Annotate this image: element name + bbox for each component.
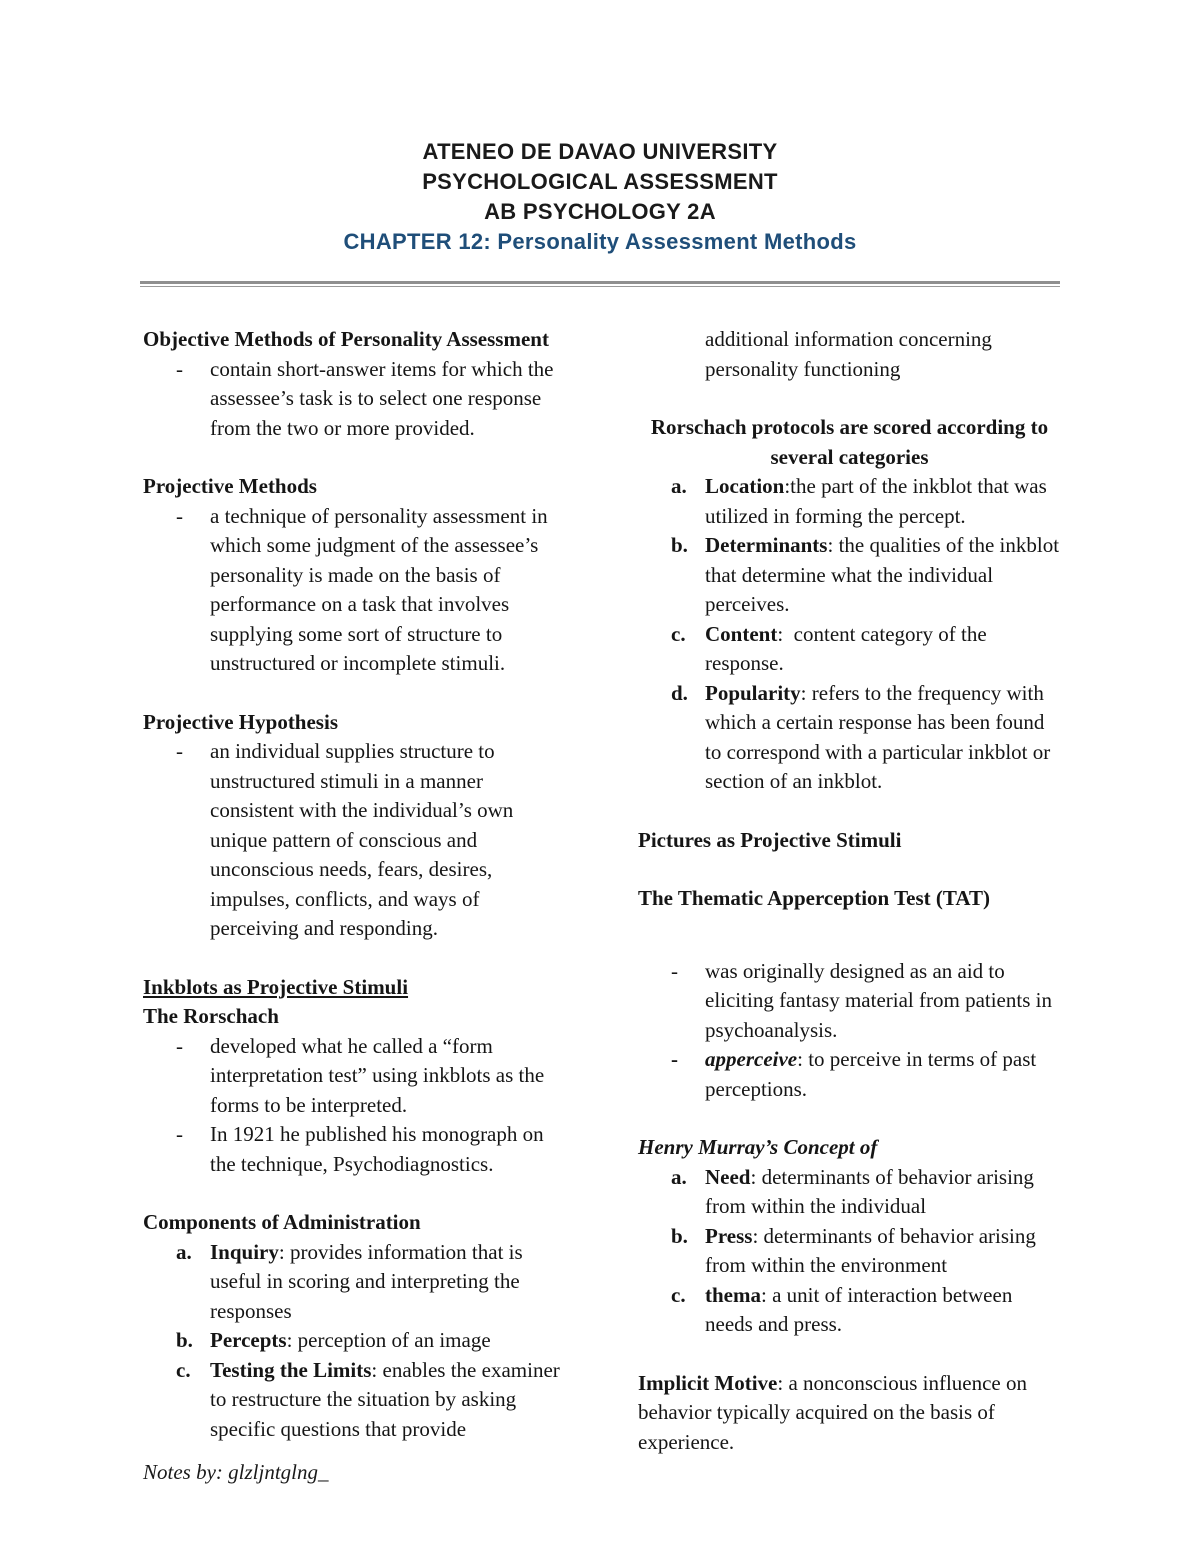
list-item-text [210, 1240, 528, 1323]
bullet-dash: - [176, 739, 183, 763]
item-desc: : to perceive in terms of past perceptions. [705, 1047, 1042, 1101]
bullet-dash: - [671, 958, 678, 983]
item-desc: : content category of the response. [705, 621, 992, 675]
list-item-text: In 1921 he published his monograph on the technique, Psychodiagnostics. [210, 1122, 549, 1176]
item-desc: : determinants of behavior arising from within the individual [705, 1164, 1040, 1218]
lettered-item [638, 1222, 1061, 1281]
item-term: Determinants [705, 533, 828, 557]
section-pictures-stimuli [638, 826, 1061, 856]
section-objective-methods [143, 325, 566, 443]
list-item-text [705, 1224, 1041, 1278]
lettered-item [638, 620, 1061, 679]
item-desc: : refers to the frequency with which a certain response has been found to correspond with a particular inkblot or section of an inkblot. [705, 680, 1056, 793]
implicit-motive-paragraph [638, 1369, 1061, 1458]
lettered-item [143, 1356, 566, 1445]
bullet-dash: - [176, 1033, 183, 1058]
item-desc: : the qualities of the inkblot that determine what the individual perceives. [705, 533, 1065, 616]
item-term: Location [705, 474, 785, 498]
section-rorschach-scoring [638, 413, 1065, 797]
item-letter: b. [671, 1223, 688, 1248]
item-desc: : provides information that is useful in scoring and interpreting the responses [210, 1239, 528, 1323]
list-item [638, 957, 1061, 1046]
section-henry-murray [638, 1133, 1061, 1340]
item-desc: : determinants of behavior arising from within the environment [705, 1223, 1042, 1277]
list-item [143, 355, 566, 444]
item-desc: : perception of an image [286, 1328, 491, 1352]
list-item-text [705, 474, 1052, 528]
item-desc: : a nonconscious influence on behavior typically acquired on the basis of experience. [638, 1370, 1033, 1454]
document-header [0, 137, 1200, 257]
item-letter: c. [671, 1282, 686, 1307]
item-letter: b. [671, 533, 688, 557]
list-item-text [705, 1165, 1039, 1219]
section-heading: Objective Methods of Personality Assessment [143, 327, 549, 351]
item-term: Percepts [210, 1328, 287, 1352]
list-item-text [705, 622, 992, 676]
section-heading-italic: Henry Murray’s Concept of [638, 1135, 878, 1159]
item-term: Press [705, 1223, 753, 1248]
item-desc: : enables the examiner to restructure the situation by asking specific questions that provide [210, 1357, 566, 1441]
header-subject: PSYCHOLOGICAL ASSESSMENT [422, 169, 778, 194]
item-letter: b. [176, 1328, 193, 1352]
item-term: Implicit Motive [638, 1370, 778, 1395]
item-term: thema [705, 1282, 761, 1307]
section-heading: Components of Administration [143, 1210, 421, 1234]
list-item-text: developed what he called a “form interpretation test” using inkblots as the forms to be interpreted. [210, 1033, 550, 1117]
item-term: apperceive [705, 1047, 798, 1071]
lettered-item [638, 1281, 1061, 1340]
item-letter: a. [671, 1164, 687, 1189]
lettered-item [638, 472, 1061, 531]
bullet-dash: - [176, 1122, 183, 1146]
list-item-text [705, 533, 1064, 616]
two-column-body [143, 325, 1065, 1457]
section-projective-hypothesis [143, 708, 566, 944]
item-desc: :the part of the inkblot that was utilized in forming the percept. [705, 474, 1053, 528]
header-university: ATENEO DE DAVAO UNIVERSITY [422, 139, 778, 164]
list-item-text [210, 1358, 565, 1441]
notes-by-footer: Notes by: glzljntglng_ [143, 1460, 329, 1484]
item-desc: : a unit of interaction between needs and press. [705, 1282, 1018, 1336]
bullet-dash-bold: - [671, 1047, 678, 1071]
section-heading: The Thematic Apperception Test (TAT) [638, 886, 990, 910]
section-heading-centered: Rorschach protocols are scored according to several categories [650, 415, 1049, 469]
bullet-dash: - [176, 356, 183, 381]
left-column [143, 325, 566, 1457]
continuation-paragraph: additional information concerning personality functioning [705, 327, 992, 381]
list-item-text [705, 681, 1056, 794]
list-item-text [210, 1328, 491, 1352]
item-term: Popularity [705, 680, 801, 705]
lettered-item [638, 679, 1061, 797]
list-item-text [705, 1283, 1018, 1337]
item-letter: a. [176, 1239, 192, 1264]
item-letter: c. [671, 621, 686, 646]
item-letter: d. [671, 680, 688, 705]
section-inkblots [143, 973, 566, 1180]
list-item-text: a technique of personality assessment in which some judgment of the assessee’s personality is made on the basis of performance on a task that involves supplying some sort of structure to unstructured or incomplete stimuli. [210, 503, 553, 675]
lettered-item [143, 1238, 566, 1327]
lettered-item [638, 1163, 1061, 1222]
item-term: Testing the Limits [210, 1357, 372, 1382]
section-projective-methods [143, 472, 566, 679]
section-heading: Projective Hypothesis [143, 709, 338, 734]
lettered-item [638, 531, 1065, 620]
list-item-text: contain short-answer items for which the assessee’s task is to select one response from the two or more provided. [210, 356, 559, 440]
section-tat [638, 884, 1061, 1104]
list-item-text [705, 1047, 1041, 1101]
chapter-title: CHAPTER 12: Personality Assessment Methods [343, 229, 857, 254]
lettered-item [143, 1326, 566, 1356]
horizontal-divider [140, 281, 1060, 287]
list-item [143, 1120, 566, 1179]
bullet-dash: - [176, 503, 183, 528]
list-item [638, 1045, 1061, 1104]
item-term: Inquiry [210, 1239, 279, 1264]
section-heading-underlined: Inkblots as Projective Stimuli [143, 974, 409, 999]
list-item [143, 737, 566, 944]
item-term: Content [705, 621, 778, 646]
item-letter: a. [671, 474, 687, 498]
list-item-text: was originally designed as an aid to eliciting fantasy material from patients in psychoanalysis. [705, 958, 1058, 1042]
item-letter: c. [176, 1357, 191, 1382]
list-item [143, 502, 566, 679]
header-course: AB PSYCHOLOGY 2A [484, 199, 716, 224]
list-item [143, 1032, 566, 1121]
list-item-text: an individual supplies structure to unstructured stimuli in a manner consistent with the individual’s own unique pattern of conscious and unconscious needs, fears, desires, impulses, conflicts, and ways of perceiving and responding. [210, 739, 519, 940]
section-heading: Projective Methods [143, 474, 317, 498]
right-column [638, 325, 1065, 1457]
subsection-heading: The Rorschach [143, 1004, 279, 1028]
item-term: Need [705, 1164, 751, 1189]
section-components-administration [143, 1208, 566, 1444]
section-heading: Pictures as Projective Stimuli [638, 827, 902, 852]
